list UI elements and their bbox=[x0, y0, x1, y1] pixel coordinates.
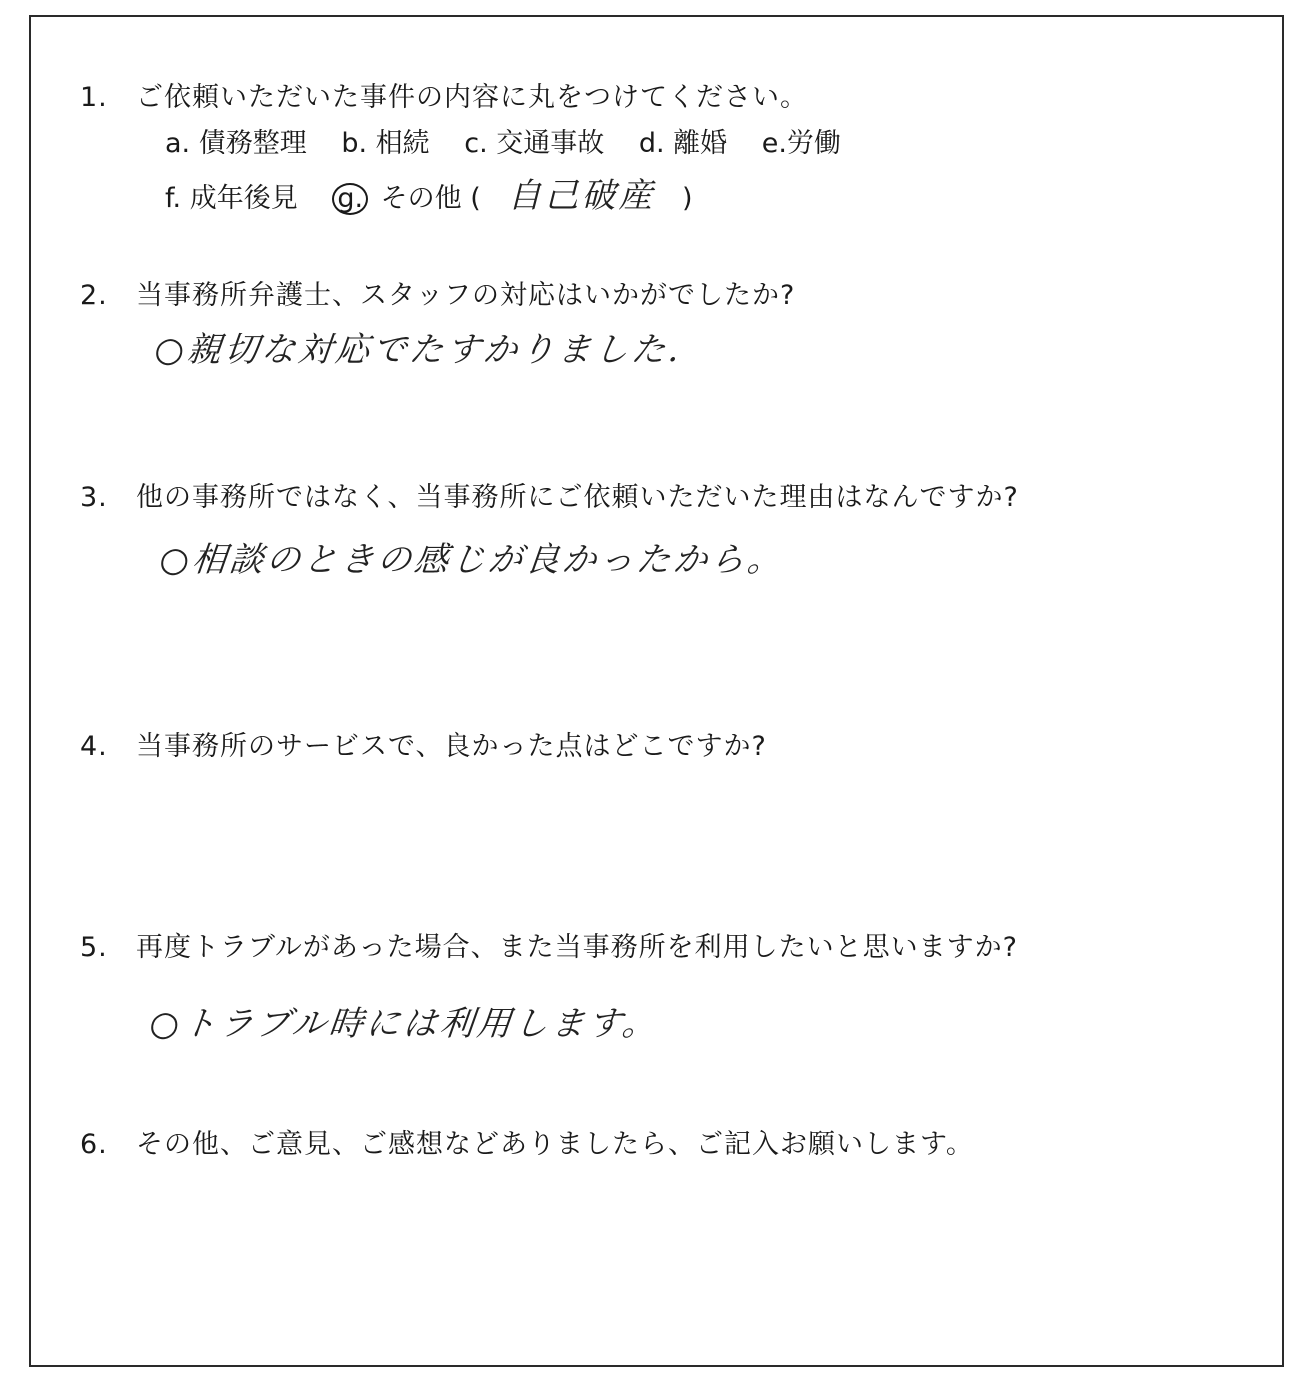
question-number: 6. bbox=[80, 1129, 108, 1160]
question-1 bbox=[80, 80, 808, 116]
option-g-text: その他 bbox=[380, 183, 462, 214]
option-d: d. 離婚 bbox=[638, 128, 728, 159]
question-text: 他の事務所ではなく、当事務所にご依頼いただいた理由はなんですか? bbox=[136, 482, 1019, 513]
option-a: a. 債務整理 bbox=[165, 128, 307, 159]
paren-close: ) bbox=[681, 183, 693, 214]
options-row-1 bbox=[165, 126, 867, 162]
option-g-circled: g. bbox=[332, 183, 368, 215]
question-text: 当事務所弁護士、スタッフの対応はいかがでしたか? bbox=[136, 280, 796, 311]
question-2 bbox=[80, 278, 795, 314]
question-4 bbox=[80, 729, 767, 765]
question-number: 2. bbox=[80, 280, 108, 311]
answer-2-handwritten: ○親切な対応でたすかりました. bbox=[152, 330, 685, 370]
question-text: 当事務所のサービスで、良かった点はどこですか? bbox=[136, 731, 767, 762]
question-text: その他、ご意見、ご感想などありましたら、ご記入お願いします。 bbox=[136, 1129, 974, 1160]
question-5 bbox=[80, 930, 1018, 966]
option-f: f. 成年後見 bbox=[165, 183, 298, 214]
answer-5-handwritten: ○トラブル時には利用します。 bbox=[147, 1004, 662, 1044]
question-number: 5. bbox=[80, 932, 108, 963]
option-c: c. 交通事故 bbox=[464, 128, 605, 159]
options-row-2 bbox=[165, 178, 693, 217]
question-3 bbox=[80, 480, 1019, 516]
question-number: 1. bbox=[80, 82, 108, 113]
option-e: e.労働 bbox=[761, 128, 841, 159]
other-answer-handwritten: 自己破産 bbox=[507, 176, 656, 216]
question-text: 再度トラブルがあった場合、また当事務所を利用したいと思いますか? bbox=[136, 932, 1018, 963]
question-number: 4. bbox=[80, 731, 108, 762]
question-number: 3. bbox=[80, 482, 108, 513]
option-b: b. 相続 bbox=[341, 128, 430, 159]
question-text: ご依頼いただいた事件の内容に丸をつけてください。 bbox=[136, 82, 808, 113]
answer-3-handwritten: ○相談のときの感じが良かったから。 bbox=[157, 540, 787, 580]
question-6 bbox=[80, 1127, 974, 1163]
paren-open: ( bbox=[470, 183, 481, 214]
survey-sheet bbox=[29, 15, 1284, 1367]
